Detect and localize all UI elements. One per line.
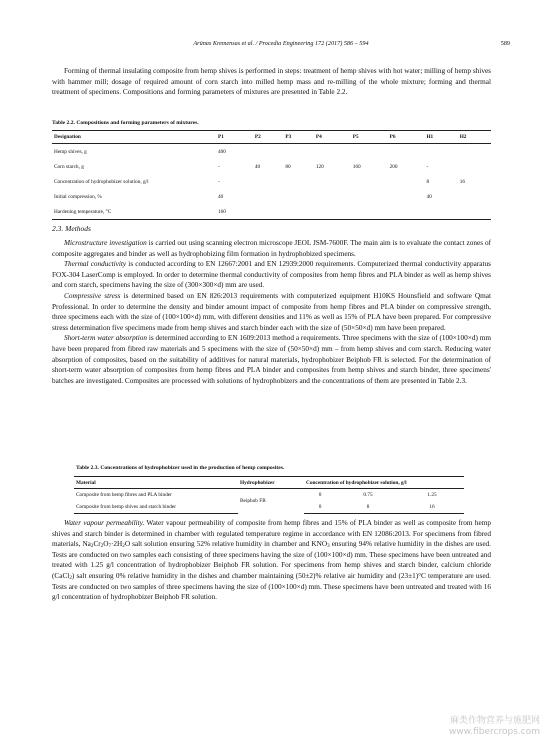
vapour-text: O xyxy=(103,540,109,549)
table-cell xyxy=(283,204,314,220)
water-absorption-title: Short-term water absorption xyxy=(64,334,148,343)
table-cell xyxy=(283,144,314,160)
table-header-cell: Material xyxy=(74,477,238,489)
vapour-text: Water vapour permeability of composite from hemp fibres and 15% of PLA binder as well as composite from hemp shives and starch binder is determined in chamber with regulated temperature regime in accordance with EN 12086:2013. For specimens from fibred materials, Na xyxy=(52,519,491,549)
table-row xyxy=(52,144,491,160)
microstructure-text: is carried out using scanning electron microscope JEOL JSM-7600F. The main aim is to evaluate the contact zones of composite aggregates and binder as well as hydrophobizing film formation in hydrophobized specimens. xyxy=(52,239,491,258)
table-row xyxy=(52,204,491,220)
compressive-paragraph xyxy=(52,291,491,333)
subscript: 2 xyxy=(90,543,94,550)
table-cell xyxy=(253,204,284,220)
table-header-cell: P1 xyxy=(216,131,253,144)
table-cell xyxy=(424,144,457,160)
microstructure-title: Microstructure investigation xyxy=(64,239,147,247)
table-row xyxy=(52,189,491,204)
table-cell: 0 xyxy=(318,492,322,498)
table-cell: 40 xyxy=(218,193,224,200)
table-cell xyxy=(388,189,425,204)
table-header-cell: Designation xyxy=(52,131,216,144)
vapour-text: O salt solution ensuring 52% relative humidity in chamber and KNO xyxy=(124,540,328,549)
table-cell: 200 xyxy=(389,163,398,170)
table-cell: 1.25 xyxy=(427,492,437,498)
table-cell: 40 xyxy=(254,163,261,170)
table-cell: Hardening temperature, °C xyxy=(52,204,216,220)
table-cell xyxy=(458,159,491,174)
table-cell xyxy=(351,174,388,189)
intro-paragraph: Forming of thermal insulating composite from hemp shives is performed in steps: treatment of hemp shives with hot water; milling of hemp shives with hammer mill; dosage of required amount of corn starch into milled hemp mass and re-milling of the whole mixture; forming and thermal treatment of specimens. Compositions and forming parameters of mixtures are presented in Table 2.2. xyxy=(52,67,491,97)
watermark-line: 麻类作物营养与施肥网 xyxy=(449,716,540,726)
table-cell xyxy=(314,189,351,204)
thermal-title: Thermal conductivity xyxy=(64,260,127,269)
table-cell: Composite from hemp fibres and PLA binder xyxy=(76,492,172,498)
table-cell xyxy=(458,189,491,204)
table-cell xyxy=(388,204,425,220)
table-cell: Initial compression, % xyxy=(54,193,102,200)
water-absorption-paragraph xyxy=(52,333,491,386)
table-header-cell: Concentration of hydrophobizer solution, g/l xyxy=(304,477,464,489)
table-cell xyxy=(283,174,314,189)
vapour-title: Water vapour permeability. xyxy=(64,519,145,527)
table-header-cell: H1 xyxy=(424,131,457,144)
subscript: 2 xyxy=(100,543,104,550)
table-cell: Hemp shives, g xyxy=(54,148,87,155)
section-heading: 2.3. Methods xyxy=(52,224,91,233)
table-cell: 16 xyxy=(459,178,465,185)
table-row xyxy=(52,174,491,189)
table-cell: 160 xyxy=(216,204,253,220)
vapour-text: Cr xyxy=(93,540,101,549)
water-absorption-text: is determined according to EN 1609:2013 method a requirements. Three specimens with the size of (100×100×d) mm have been prepared from fibred raw materials and 5 specimens with the size of (50×50×d) mm – from hemp shives and corn starch. Reducing water absorption of composites, based on the suitability of additives for natural materials, hydrophobizer Beiphob FR is selected. For the determination of short-term water absorption of composites from hemp fibres and PLA binder and composites from hemp shives and starch binder, three specimens' batches are investigated. Composites are processed with solutions of hydrophobizers and the concentrations of them are presented in Table 2.3. xyxy=(52,334,491,385)
table-cell xyxy=(388,144,425,160)
microstructure-paragraph xyxy=(52,238,491,259)
table-cell: 80 xyxy=(285,163,291,170)
vapour-text: ) salt ensuring 0% relative humidity in the dishes and chamber maintaining (50±2)% relative air humidity and (23±1)°C temperature are used. Tests are conducted on two samples of three specimens having the size of (100×100×d) mm. These specimens have been untreated and treated with 16 g/l concentration of hydrophobizer Beiphob FR solution. xyxy=(52,571,491,602)
table-cell xyxy=(388,174,425,189)
table-cell: - xyxy=(218,178,220,185)
table-header-cell: P2 xyxy=(253,131,284,144)
table-cell xyxy=(253,144,284,160)
table-2-2 xyxy=(52,130,491,220)
table-cell xyxy=(314,144,351,160)
vapour-text: ·2H xyxy=(111,540,123,549)
table-cell xyxy=(351,189,388,204)
table-header-cell: H2 xyxy=(458,131,491,144)
table-cell xyxy=(351,144,388,160)
table-cell: 16 xyxy=(400,501,464,514)
table-cell: 120 xyxy=(315,163,324,170)
table-cell xyxy=(314,204,351,220)
table-cell: Corn starch, g xyxy=(54,163,84,170)
table-cell: 400 xyxy=(218,148,226,155)
table-row xyxy=(74,489,464,502)
vapour-paragraph xyxy=(52,518,491,603)
watermark-line: www.fibercrops.com xyxy=(449,727,540,737)
table-cell xyxy=(253,189,284,204)
table-cell xyxy=(314,174,351,189)
compressive-text: is determined based on EN 826:2013 requirements with computerized equipment H10KS Hounsfield and software Qmat Professional. In order to determine the density and binder amount impact of composite from hemp fibres and PLA binder on compressive strength, three specimens each with the size of (100×100×d) mm, with different densities and 11% as well as 15% of PLA have been prepared. For compressive stress determination five specimens made from hemp shives and starch binder each with the size of (50×50×d) mm have been prepared. xyxy=(52,291,491,332)
watermark xyxy=(449,716,540,738)
table-header-cell: Hydrophobizer xyxy=(238,477,304,489)
page-number: 589 xyxy=(500,40,510,47)
table-cell: 0 xyxy=(304,501,336,514)
table-cell xyxy=(351,204,388,220)
table-cell: 0.75 xyxy=(363,492,373,498)
table-cell: 40 xyxy=(426,193,432,200)
thermal-paragraph xyxy=(52,259,491,291)
table-cell: Composite from hemp shives and starch binder xyxy=(74,501,238,514)
vapour-text: ensuring 94% relative humidity in the dishes are used. Tests are conducted on two samples each consisting of three specimens having the size of (100×100×d) mm. These specimens have been untreated and treated with 1.25 g/l concentration of hydrophobizer Beiphob FR solution. For specimens from hemp shives and starch binder, calcium chloride (CaCl xyxy=(52,540,491,580)
table-row xyxy=(52,159,491,174)
compressive-title: Compressive stress xyxy=(64,291,121,300)
table-cell xyxy=(283,189,314,204)
methods-text xyxy=(52,238,491,386)
table-cell xyxy=(458,144,491,160)
table-header-cell: P4 xyxy=(314,131,351,144)
subscript: 3 xyxy=(327,543,330,550)
table-cell: 8 xyxy=(426,178,430,185)
subscript: 2 xyxy=(122,543,125,550)
table-cell xyxy=(253,174,284,189)
table-cell: Beiphob FR xyxy=(240,498,266,505)
table-cell: - xyxy=(426,163,429,170)
table-2-3-caption: Table 2.3. Concentrations of hydrophobizer used in the production of hemp composites. xyxy=(76,465,285,471)
table-header-cell: P6 xyxy=(388,131,425,144)
subscript: 2 xyxy=(69,574,72,581)
table-header-row xyxy=(74,477,464,489)
thermal-text: is conducted according to EN 12667:2001 and EN 12939:2000 requirements. Computerized thermal conductivity apparatus FOX-304 LaserComp is employed. In order to determine thermal conductivity of composites from hemp fibres and PLA binder as well as hemp shives and corn starch, specimens having the size of (300×300×d) mm are used. xyxy=(52,260,491,290)
table-cell xyxy=(458,204,491,220)
running-title: Arūnas Kremensas et al. / Procedia Engineering 172 (2017) 586 – 594 xyxy=(193,40,369,47)
table-2-2-caption: Table 2.2. Compositions and forming parameters of mixtures. xyxy=(52,120,199,126)
table-header-row xyxy=(52,131,491,144)
table-2-3 xyxy=(74,476,464,514)
table-cell: 8 xyxy=(336,501,400,514)
subscript: 7 xyxy=(108,543,111,550)
table-header-cell: P5 xyxy=(351,131,388,144)
table-cell: - xyxy=(218,163,220,170)
table-header-cell: P3 xyxy=(283,131,314,144)
table-cell: 160 xyxy=(352,163,361,170)
table-cell xyxy=(424,204,457,220)
table-cell: Concentration of hydrophobizer solution, g/l xyxy=(54,178,149,185)
